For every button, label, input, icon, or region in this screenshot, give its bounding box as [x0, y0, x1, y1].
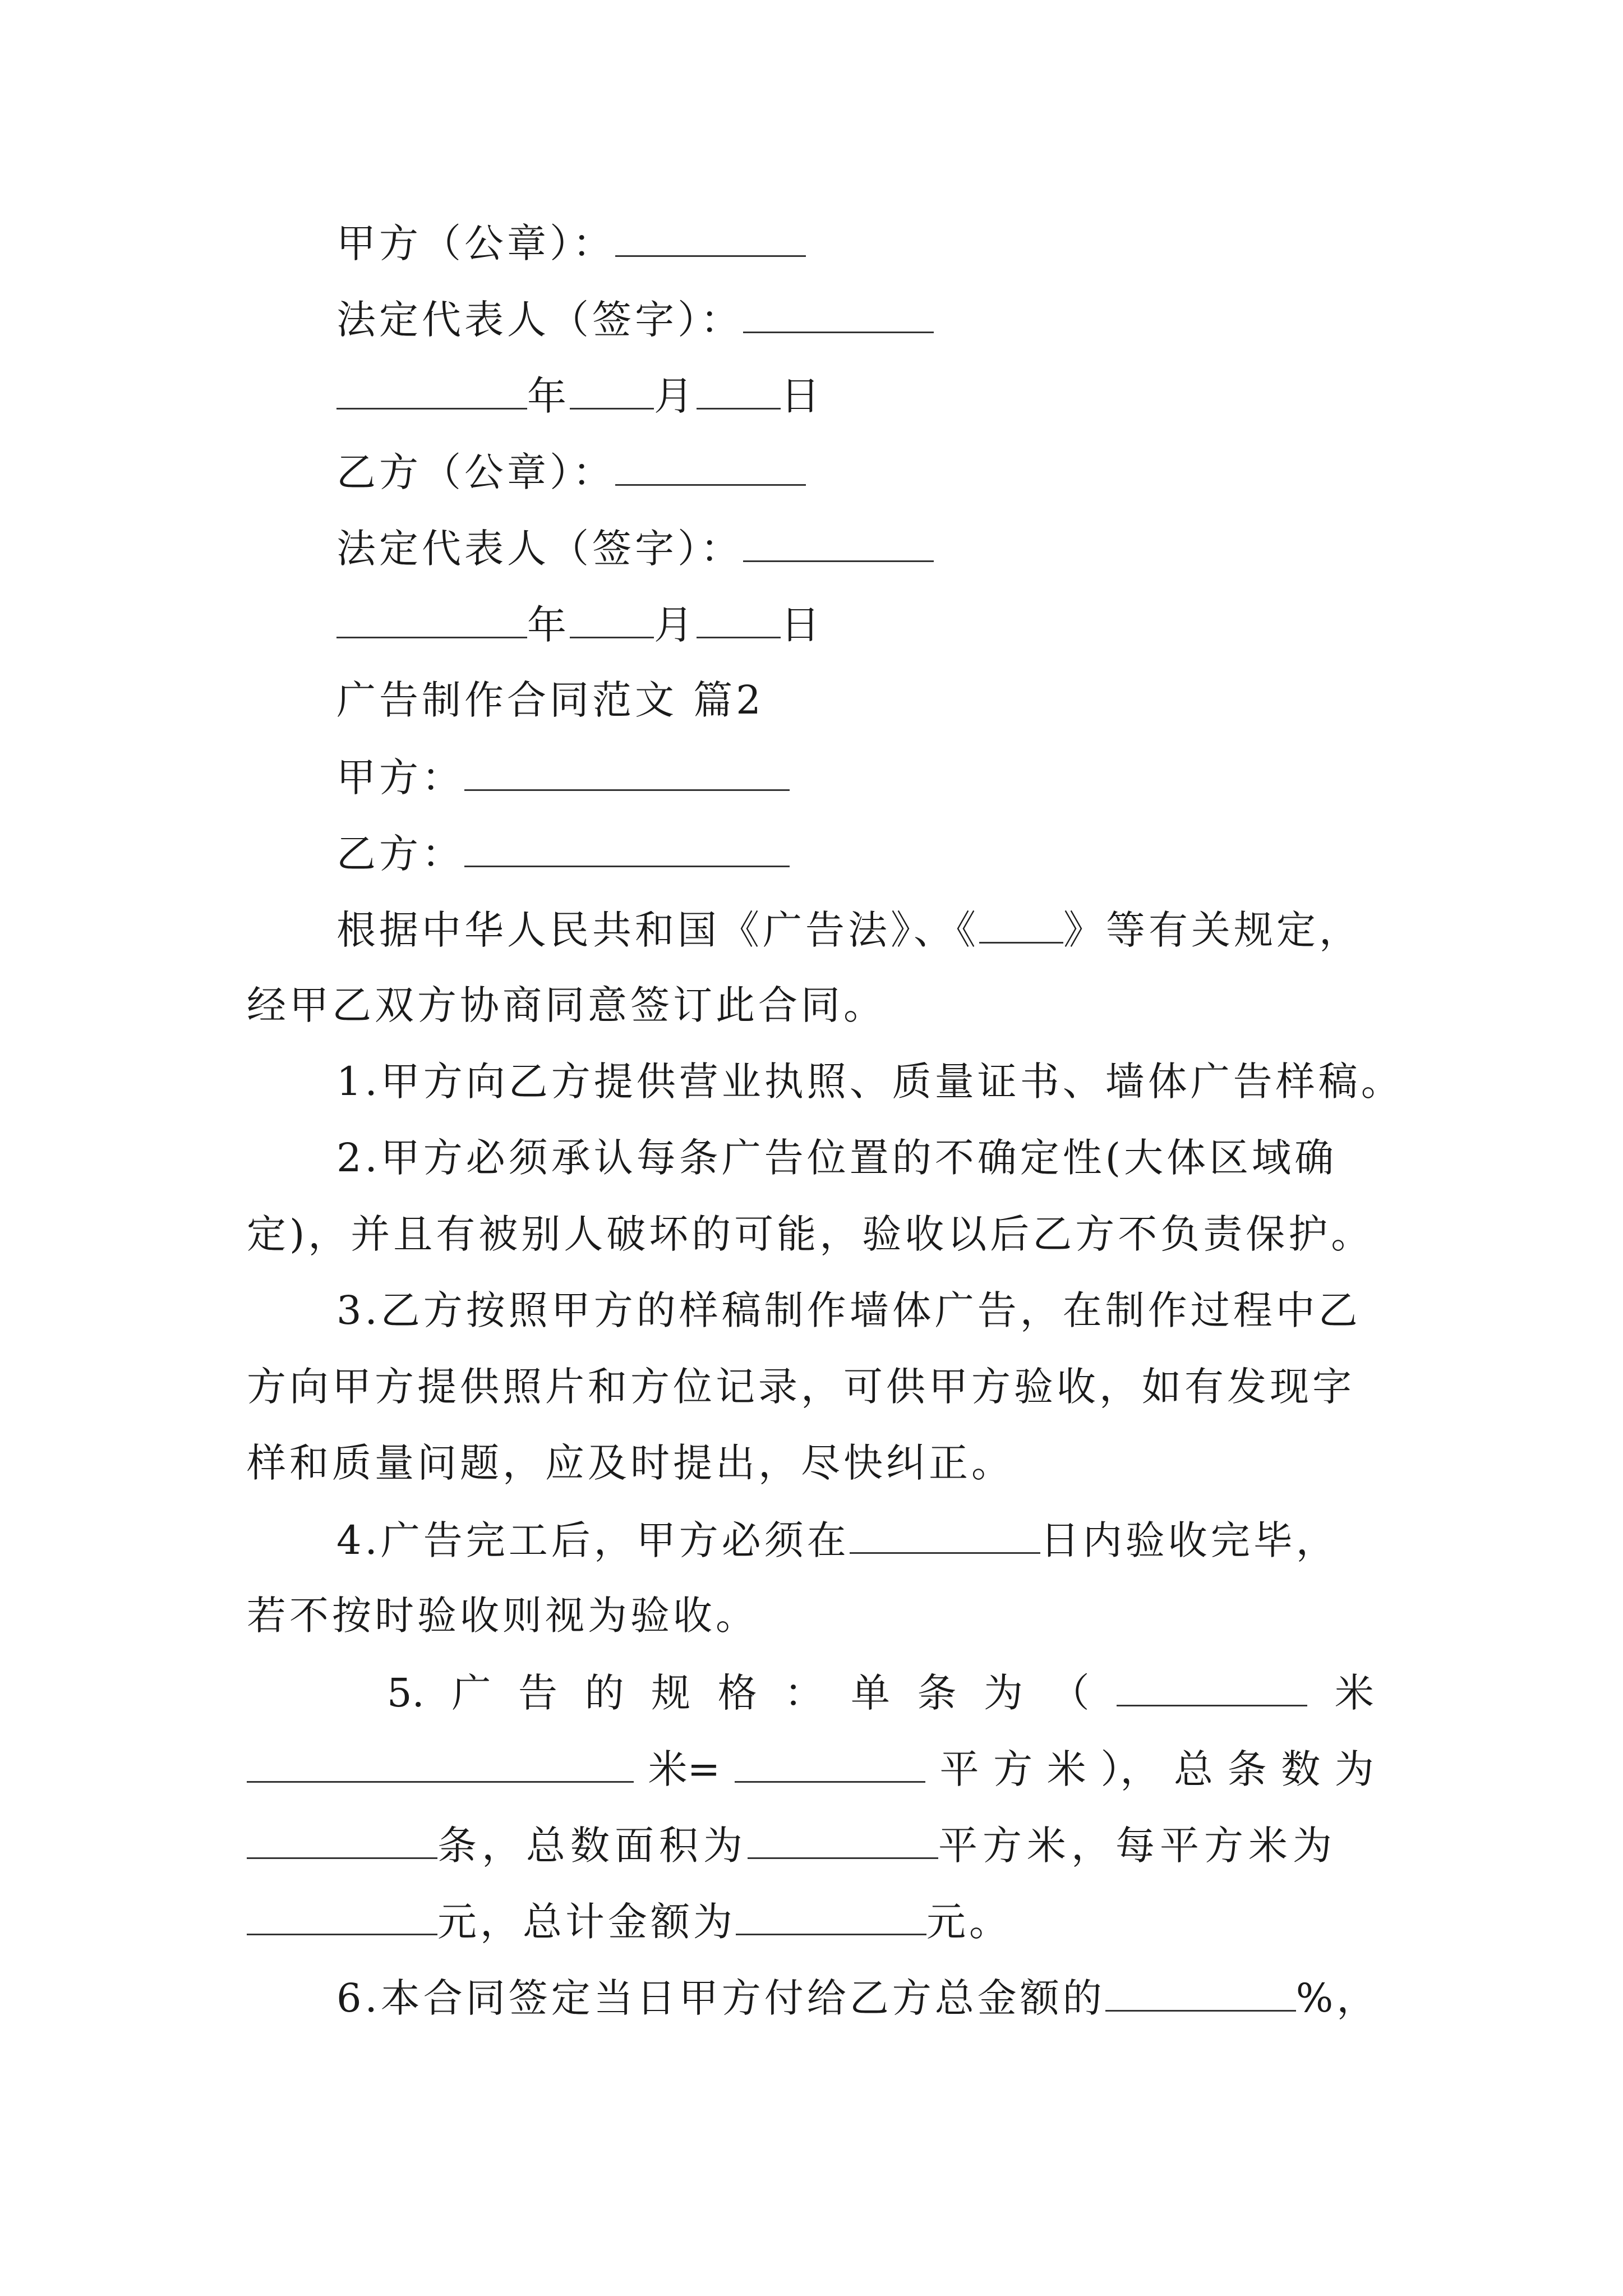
legal-rep-b-label: 法定代表人（签字）： — [336, 526, 743, 572]
clause-4-line-1 — [336, 1517, 1339, 1563]
length-blank[interactable] — [1117, 1672, 1307, 1706]
clause-3-line-3: 样和质量问题，应及时提出，尽快纠正。 — [247, 1440, 1014, 1486]
section-title: 广告制作合同范文 篇2 — [336, 677, 764, 723]
date-b-year-blank[interactable] — [336, 604, 527, 638]
clause-2-line-1: 2.甲方必须承认每条广告位置的不确定性(大体区域确 — [336, 1135, 1338, 1181]
clause-5-line-2 — [247, 1746, 1374, 1792]
party-b-seal-line — [336, 449, 806, 495]
total-amount-blank[interactable] — [736, 1901, 926, 1935]
party-a-seal-line — [336, 220, 806, 266]
intro-part2: 》等有关规定， — [1063, 907, 1362, 953]
c5-l2-0: 平 — [939, 1746, 979, 1792]
party-b-line — [336, 831, 790, 877]
clause-6-line-1 — [336, 1975, 1380, 2021]
clause-3-line-1: 3.乙方按照甲方的样稿制作墙体广告，在制作过程中乙 — [336, 1287, 1361, 1333]
c5-l3-tiao: 条，总数面积为 — [437, 1823, 748, 1869]
date-b-month-blank[interactable] — [570, 604, 654, 638]
clause-6-part1: 6.本合同签定当日甲方付给乙方总金额的 — [336, 1975, 1105, 2021]
c5-char-3: 的 — [584, 1670, 624, 1716]
width-blank[interactable] — [247, 1749, 634, 1783]
date-a-line — [336, 373, 823, 419]
intro-part1: 根据中华人民共和国《广告法》、《 — [336, 907, 979, 953]
date-b-day-blank[interactable] — [697, 604, 781, 638]
unit-price-blank[interactable] — [247, 1901, 437, 1935]
c5-char-10: （ — [1050, 1670, 1090, 1716]
legal-rep-b-line — [336, 526, 934, 572]
c5-char-9: 为 — [984, 1670, 1023, 1716]
c5-l2-4: 总 — [1174, 1746, 1214, 1792]
c5-l2-3: ）， — [1100, 1746, 1160, 1792]
c5-unit-mi: 米 — [1334, 1670, 1374, 1716]
date-a-month-label: 月 — [654, 373, 697, 419]
total-area-blank[interactable] — [748, 1825, 938, 1859]
date-a-month-blank[interactable] — [570, 375, 654, 409]
intro-line-2: 经甲乙双方协商同意签订此合同。 — [247, 982, 886, 1028]
clause-3-line-2: 方向甲方提供照片和方位记录，可供甲方验收，如有发现字 — [247, 1364, 1355, 1410]
legal-rep-b-blank[interactable] — [743, 528, 934, 562]
clause-5-line-4 — [247, 1899, 1012, 1945]
clause-1: 1.甲方向乙方提供营业执照、质量证书、墙体广告样稿。 — [336, 1059, 1404, 1105]
c5-mi-eq: 米= — [648, 1746, 721, 1792]
c5-l2-1: 方 — [993, 1746, 1033, 1792]
c5-l2-6: 数 — [1281, 1746, 1321, 1792]
intro-line-1 — [336, 907, 1362, 953]
law-name-blank[interactable] — [979, 909, 1063, 944]
c5-char-8: 条 — [917, 1670, 957, 1716]
c5-l2-5: 条 — [1227, 1746, 1267, 1792]
area-each-blank[interactable] — [735, 1749, 925, 1783]
party-b-blank[interactable] — [464, 833, 790, 867]
date-a-day-blank[interactable] — [697, 375, 781, 409]
c5-l2-7: 为 — [1334, 1746, 1374, 1792]
party-b-seal-label: 乙方（公章）： — [336, 449, 615, 495]
acceptance-days-blank[interactable] — [850, 1520, 1040, 1554]
legal-rep-a-label: 法定代表人（签字）： — [336, 297, 743, 343]
legal-rep-a-blank[interactable] — [743, 299, 934, 333]
party-a-label: 甲方： — [336, 754, 464, 800]
c5-l4-yuan: 元，总计金额为 — [437, 1899, 736, 1945]
c5-char-1: 广 — [451, 1670, 491, 1716]
party-a-seal-blank[interactable] — [615, 223, 806, 257]
date-b-month-label: 月 — [654, 602, 697, 648]
clause-5-line-3 — [247, 1823, 1337, 1869]
party-b-seal-blank[interactable] — [615, 452, 806, 486]
payment-percent-blank[interactable] — [1105, 1977, 1296, 2012]
c5-l3-end: 平方米，每平方米为 — [938, 1823, 1337, 1869]
clause-5-line-1 — [387, 1670, 1374, 1716]
date-b-day-label: 日 — [781, 602, 823, 648]
party-a-seal-label: 甲方（公章）： — [336, 220, 615, 266]
clause-2-line-2: 定)，并且有被别人破坏的可能，验收以后乙方不负责保护。 — [247, 1211, 1374, 1257]
date-a-year-label: 年 — [527, 373, 570, 419]
c5-char-4: 规 — [651, 1670, 691, 1716]
party-a-line — [336, 754, 790, 800]
date-a-day-label: 日 — [781, 373, 823, 419]
clause-4-part1: 4.广告完工后，甲方必须在 — [336, 1517, 850, 1563]
clause-4-line-2: 若不按时验收则视为验收。 — [247, 1593, 758, 1639]
c5-char-0: 5. — [387, 1670, 425, 1716]
date-b-year-label: 年 — [527, 602, 570, 648]
c5-char-5: 格 — [717, 1670, 757, 1716]
c5-char-7: 单 — [850, 1670, 890, 1716]
party-b-label: 乙方： — [336, 831, 464, 877]
c5-l4-end: 元。 — [926, 1899, 1012, 1945]
party-a-blank[interactable] — [464, 757, 790, 791]
clause-6-part2: %， — [1295, 1975, 1380, 2021]
c5-char-6: ： — [784, 1670, 824, 1716]
legal-rep-a-line — [336, 297, 934, 343]
clause-4-part2: 日内验收完毕， — [1040, 1517, 1339, 1563]
date-a-year-blank[interactable] — [336, 375, 527, 409]
date-b-line — [336, 602, 823, 648]
total-count-blank[interactable] — [247, 1825, 437, 1859]
c5-char-2: 告 — [518, 1670, 557, 1716]
c5-l2-2: 米 — [1046, 1746, 1086, 1792]
